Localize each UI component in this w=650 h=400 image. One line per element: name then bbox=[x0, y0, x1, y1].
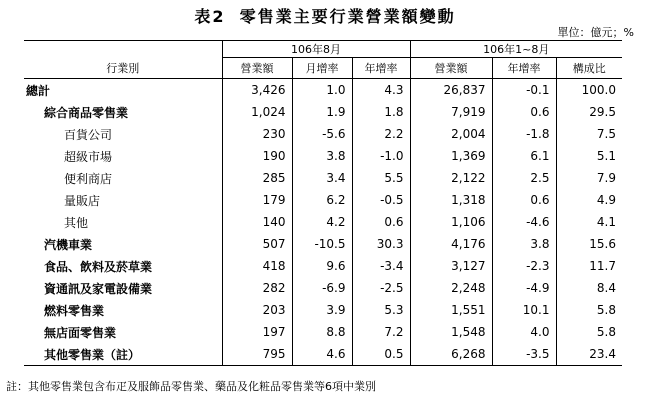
table-row bbox=[24, 233, 622, 255]
cell-sales: 190 bbox=[222, 145, 292, 167]
cell-ytd-yoy: 3.8 bbox=[492, 233, 556, 255]
cell-share: 8.4 bbox=[556, 277, 622, 299]
unit-label: 單位：億元；% bbox=[557, 26, 634, 39]
cell-share: 5.1 bbox=[556, 145, 622, 167]
cell-sales: 203 bbox=[222, 299, 292, 321]
cell-mom: 1.0 bbox=[292, 79, 352, 102]
header-blank bbox=[24, 41, 222, 58]
table-row bbox=[24, 277, 622, 299]
cell-sales: 3,426 bbox=[222, 79, 292, 102]
cell-mom: 3.8 bbox=[292, 145, 352, 167]
table-body bbox=[24, 79, 622, 366]
row-label: 其他 bbox=[64, 215, 89, 230]
table-row bbox=[24, 167, 622, 189]
row-label: 其他零售業（註） bbox=[24, 343, 222, 366]
cell-ytd-yoy: 0.6 bbox=[492, 101, 556, 123]
table-row bbox=[24, 299, 622, 321]
cell-ytd-sales: 26,837 bbox=[410, 79, 492, 102]
row-label: 便利商店 bbox=[64, 171, 113, 186]
table-header bbox=[24, 41, 622, 79]
cell-ytd-sales: 1,318 bbox=[410, 189, 492, 211]
cell-ytd-yoy: 4.0 bbox=[492, 321, 556, 343]
row-label: 資通訊及家電設備業 bbox=[44, 281, 153, 296]
col-header-sales: 營業額 bbox=[222, 58, 292, 79]
cell-share: 5.8 bbox=[556, 299, 622, 321]
col-header-yoy: 年增率 bbox=[352, 58, 410, 79]
col-header-ytd-yoy: 年增率 bbox=[492, 58, 556, 79]
cell-yoy: 7.2 bbox=[352, 321, 410, 343]
table-title bbox=[0, 4, 650, 27]
cell-share: 11.7 bbox=[556, 255, 622, 277]
cell-sales: 282 bbox=[222, 277, 292, 299]
cell-ytd-sales: 2,004 bbox=[410, 123, 492, 145]
col-header-share: 構成比 bbox=[556, 58, 622, 79]
cell-ytd-yoy: -0.1 bbox=[492, 79, 556, 102]
table-row bbox=[24, 123, 622, 145]
cell-ytd-sales: 2,122 bbox=[410, 167, 492, 189]
row-label-header: 行業別 bbox=[24, 58, 222, 79]
cell-ytd-yoy: -1.8 bbox=[492, 123, 556, 145]
table-row bbox=[24, 101, 622, 123]
cell-ytd-yoy: -2.3 bbox=[492, 255, 556, 277]
table-row bbox=[24, 211, 622, 233]
table-title-text: 零售業主要行業營業額變動 bbox=[239, 7, 456, 26]
cell-mom: -5.6 bbox=[292, 123, 352, 145]
cell-ytd-yoy: -4.6 bbox=[492, 211, 556, 233]
row-label: 無店面零售業 bbox=[44, 325, 117, 340]
cell-ytd-yoy: 6.1 bbox=[492, 145, 556, 167]
cell-mom: -6.9 bbox=[292, 277, 352, 299]
table-row bbox=[24, 255, 622, 277]
cell-yoy: -3.4 bbox=[352, 255, 410, 277]
cell-ytd-yoy: 0.6 bbox=[492, 189, 556, 211]
cell-ytd-sales: 6,268 bbox=[410, 343, 492, 366]
cell-yoy: 0.5 bbox=[352, 343, 410, 366]
cell-share: 7.5 bbox=[556, 123, 622, 145]
row-label: 食品、飲料及菸草業 bbox=[44, 259, 153, 274]
cell-yoy: 4.3 bbox=[352, 79, 410, 102]
cell-ytd-sales: 1,106 bbox=[410, 211, 492, 233]
table-row bbox=[24, 145, 622, 167]
cell-sales: 197 bbox=[222, 321, 292, 343]
cell-mom: 6.2 bbox=[292, 189, 352, 211]
period-header-ytd: 106年1~8月 bbox=[410, 41, 622, 58]
cell-sales: 1,024 bbox=[222, 101, 292, 123]
table-row bbox=[24, 189, 622, 211]
row-label: 超級市場 bbox=[64, 149, 113, 164]
cell-yoy: -1.0 bbox=[352, 145, 410, 167]
cell-mom: 9.6 bbox=[292, 255, 352, 277]
cell-ytd-sales: 1,369 bbox=[410, 145, 492, 167]
row-label: 百貨公司 bbox=[64, 127, 113, 142]
cell-yoy: 2.2 bbox=[352, 123, 410, 145]
cell-yoy: 5.5 bbox=[352, 167, 410, 189]
cell-ytd-sales: 7,919 bbox=[410, 101, 492, 123]
cell-yoy: -2.5 bbox=[352, 277, 410, 299]
cell-ytd-sales: 1,551 bbox=[410, 299, 492, 321]
cell-ytd-yoy: 2.5 bbox=[492, 167, 556, 189]
cell-share: 4.1 bbox=[556, 211, 622, 233]
cell-share: 23.4 bbox=[556, 343, 622, 366]
cell-sales: 140 bbox=[222, 211, 292, 233]
cell-yoy: 1.8 bbox=[352, 101, 410, 123]
cell-ytd-yoy: 10.1 bbox=[492, 299, 556, 321]
table-row bbox=[24, 79, 622, 102]
cell-sales: 507 bbox=[222, 233, 292, 255]
cell-mom: 4.2 bbox=[292, 211, 352, 233]
cell-mom: 8.8 bbox=[292, 321, 352, 343]
cell-mom: 3.9 bbox=[292, 299, 352, 321]
cell-ytd-sales: 2,248 bbox=[410, 277, 492, 299]
cell-sales: 179 bbox=[222, 189, 292, 211]
cell-share: 100.0 bbox=[556, 79, 622, 102]
table-number: 表2 bbox=[194, 7, 226, 26]
cell-share: 7.9 bbox=[556, 167, 622, 189]
cell-share: 5.8 bbox=[556, 321, 622, 343]
row-label: 總計 bbox=[26, 83, 51, 98]
cell-share: 15.6 bbox=[556, 233, 622, 255]
row-label: 量販店 bbox=[64, 193, 101, 208]
cell-ytd-yoy: -3.5 bbox=[492, 343, 556, 366]
table-row bbox=[24, 343, 622, 366]
cell-sales: 285 bbox=[222, 167, 292, 189]
row-label: 汽機車業 bbox=[44, 237, 93, 252]
cell-mom: 3.4 bbox=[292, 167, 352, 189]
cell-ytd-sales: 1,548 bbox=[410, 321, 492, 343]
cell-mom: 4.6 bbox=[292, 343, 352, 366]
cell-mom: 1.9 bbox=[292, 101, 352, 123]
cell-mom: -10.5 bbox=[292, 233, 352, 255]
col-header-ytd-sales: 營業額 bbox=[410, 58, 492, 79]
cell-sales: 418 bbox=[222, 255, 292, 277]
cell-ytd-sales: 3,127 bbox=[410, 255, 492, 277]
cell-yoy: 0.6 bbox=[352, 211, 410, 233]
cell-ytd-yoy: -4.9 bbox=[492, 277, 556, 299]
row-label: 綜合商品零售業 bbox=[44, 105, 129, 120]
cell-sales: 795 bbox=[222, 343, 292, 366]
cell-yoy: 30.3 bbox=[352, 233, 410, 255]
retail-sales-table bbox=[24, 40, 622, 366]
col-header-mom: 月增率 bbox=[292, 58, 352, 79]
footnote: 註：其他零售業包含布疋及服飾品零售業、藥品及化粧品零售業等6項中業別 bbox=[6, 380, 376, 393]
cell-yoy: -0.5 bbox=[352, 189, 410, 211]
cell-sales: 230 bbox=[222, 123, 292, 145]
cell-share: 4.9 bbox=[556, 189, 622, 211]
period-header-month: 106年8月 bbox=[222, 41, 410, 58]
cell-ytd-sales: 4,176 bbox=[410, 233, 492, 255]
cell-share: 29.5 bbox=[556, 101, 622, 123]
row-label: 燃料零售業 bbox=[44, 303, 105, 318]
cell-yoy: 5.3 bbox=[352, 299, 410, 321]
table-row bbox=[24, 321, 622, 343]
